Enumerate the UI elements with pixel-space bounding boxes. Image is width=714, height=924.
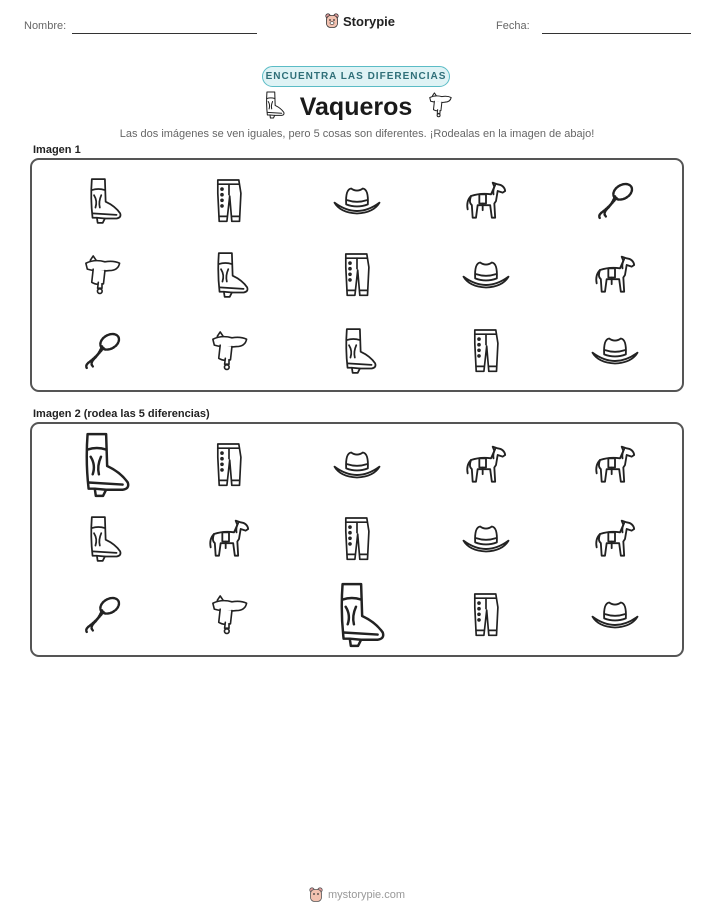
boot-icon [260, 90, 286, 125]
image2-cell-3-5[interactable] [565, 583, 665, 647]
horse-icon [590, 514, 640, 564]
pants-icon [465, 325, 507, 377]
saddle-icon [207, 327, 251, 375]
brand-name: Storypie [343, 13, 396, 29]
horse-icon [461, 176, 511, 226]
image2-cell-1-3[interactable] [307, 433, 407, 497]
boot-icon [207, 251, 251, 299]
pants-icon [336, 513, 378, 565]
boot-icon [80, 515, 124, 563]
image1-cell-3-4[interactable] [436, 319, 536, 383]
horse-icon [590, 250, 640, 300]
boot-icon [80, 177, 124, 225]
footer-url: mystorypie.com [327, 889, 406, 901]
pants-icon [465, 589, 507, 641]
image2-cell-2-2[interactable] [179, 507, 279, 571]
hat-icon [460, 514, 512, 564]
image1-cell-3-1[interactable] [52, 319, 152, 383]
footer [0, 887, 714, 903]
image1-cell-3-2[interactable] [179, 319, 279, 383]
image1-cell-3-3[interactable] [307, 319, 407, 383]
image2-label: Imagen 2 (rodea las 5 diferencias) [33, 408, 210, 420]
image1-cell-1-2[interactable] [179, 169, 279, 233]
image2-cell-1-4[interactable] [436, 433, 536, 497]
hat-icon [589, 590, 641, 640]
title-row [0, 90, 714, 125]
image1-cell-1-5[interactable] [565, 169, 665, 233]
image1-label: Imagen 1 [33, 144, 81, 156]
name-field[interactable] [72, 33, 257, 34]
saddle-icon [207, 591, 251, 639]
hat-icon [331, 176, 383, 226]
image2-cell-1-1[interactable] [52, 433, 152, 497]
date-label: Fecha: [496, 20, 530, 32]
hat-icon [589, 326, 641, 376]
image2-cell-2-5[interactable] [565, 507, 665, 571]
name-label: Nombre: [24, 20, 67, 32]
image1-panel [30, 158, 684, 392]
hat-icon [460, 250, 512, 300]
date-field[interactable] [542, 33, 691, 34]
horse-icon [204, 514, 254, 564]
image2-cell-3-3[interactable] [307, 583, 407, 647]
image2-cell-3-1[interactable] [52, 583, 152, 647]
image2-cell-1-2[interactable] [179, 433, 279, 497]
image1-cell-1-3[interactable] [307, 169, 407, 233]
image1-cell-2-5[interactable] [565, 243, 665, 307]
boot-icon [71, 431, 133, 499]
pants-icon [336, 249, 378, 301]
image2-cell-2-4[interactable] [436, 507, 536, 571]
horse-icon [461, 440, 511, 490]
horse-icon [590, 440, 640, 490]
instructions: Las dos imágenes se ven iguales, pero 5 cosas son diferentes. ¡Rodealas en la imagen de abajo! [119, 128, 595, 140]
saddle-icon [426, 90, 454, 125]
image2-cell-3-2[interactable] [179, 583, 279, 647]
rope-icon [592, 178, 638, 224]
image1-cell-2-3[interactable] [307, 243, 407, 307]
image2-panel [30, 422, 684, 657]
image2-cell-2-3[interactable] [307, 507, 407, 571]
image1-cell-2-1[interactable] [52, 243, 152, 307]
saddle-icon [80, 251, 124, 299]
image1-cell-2-4[interactable] [436, 243, 536, 307]
bear-mascot-icon [325, 13, 339, 29]
boot-icon [335, 327, 379, 375]
bear-mascot-icon [309, 887, 323, 903]
image1-cell-1-4[interactable] [436, 169, 536, 233]
page-title: Vaqueros [299, 93, 413, 121]
hat-icon [331, 440, 383, 490]
rope-icon [79, 328, 125, 374]
rope-icon [79, 592, 125, 638]
image1-cell-2-2[interactable] [179, 243, 279, 307]
image2-cell-1-5[interactable] [565, 433, 665, 497]
image1-cell-1-1[interactable] [52, 169, 152, 233]
boot-icon [326, 581, 388, 649]
pants-icon [208, 439, 250, 491]
activity-badge: ENCUENTRA LAS DIFERENCIAS [262, 66, 450, 87]
image2-cell-2-1[interactable] [52, 507, 152, 571]
brand-logo [325, 13, 395, 29]
image2-cell-3-4[interactable] [436, 583, 536, 647]
image1-cell-3-5[interactable] [565, 319, 665, 383]
pants-icon [208, 175, 250, 227]
